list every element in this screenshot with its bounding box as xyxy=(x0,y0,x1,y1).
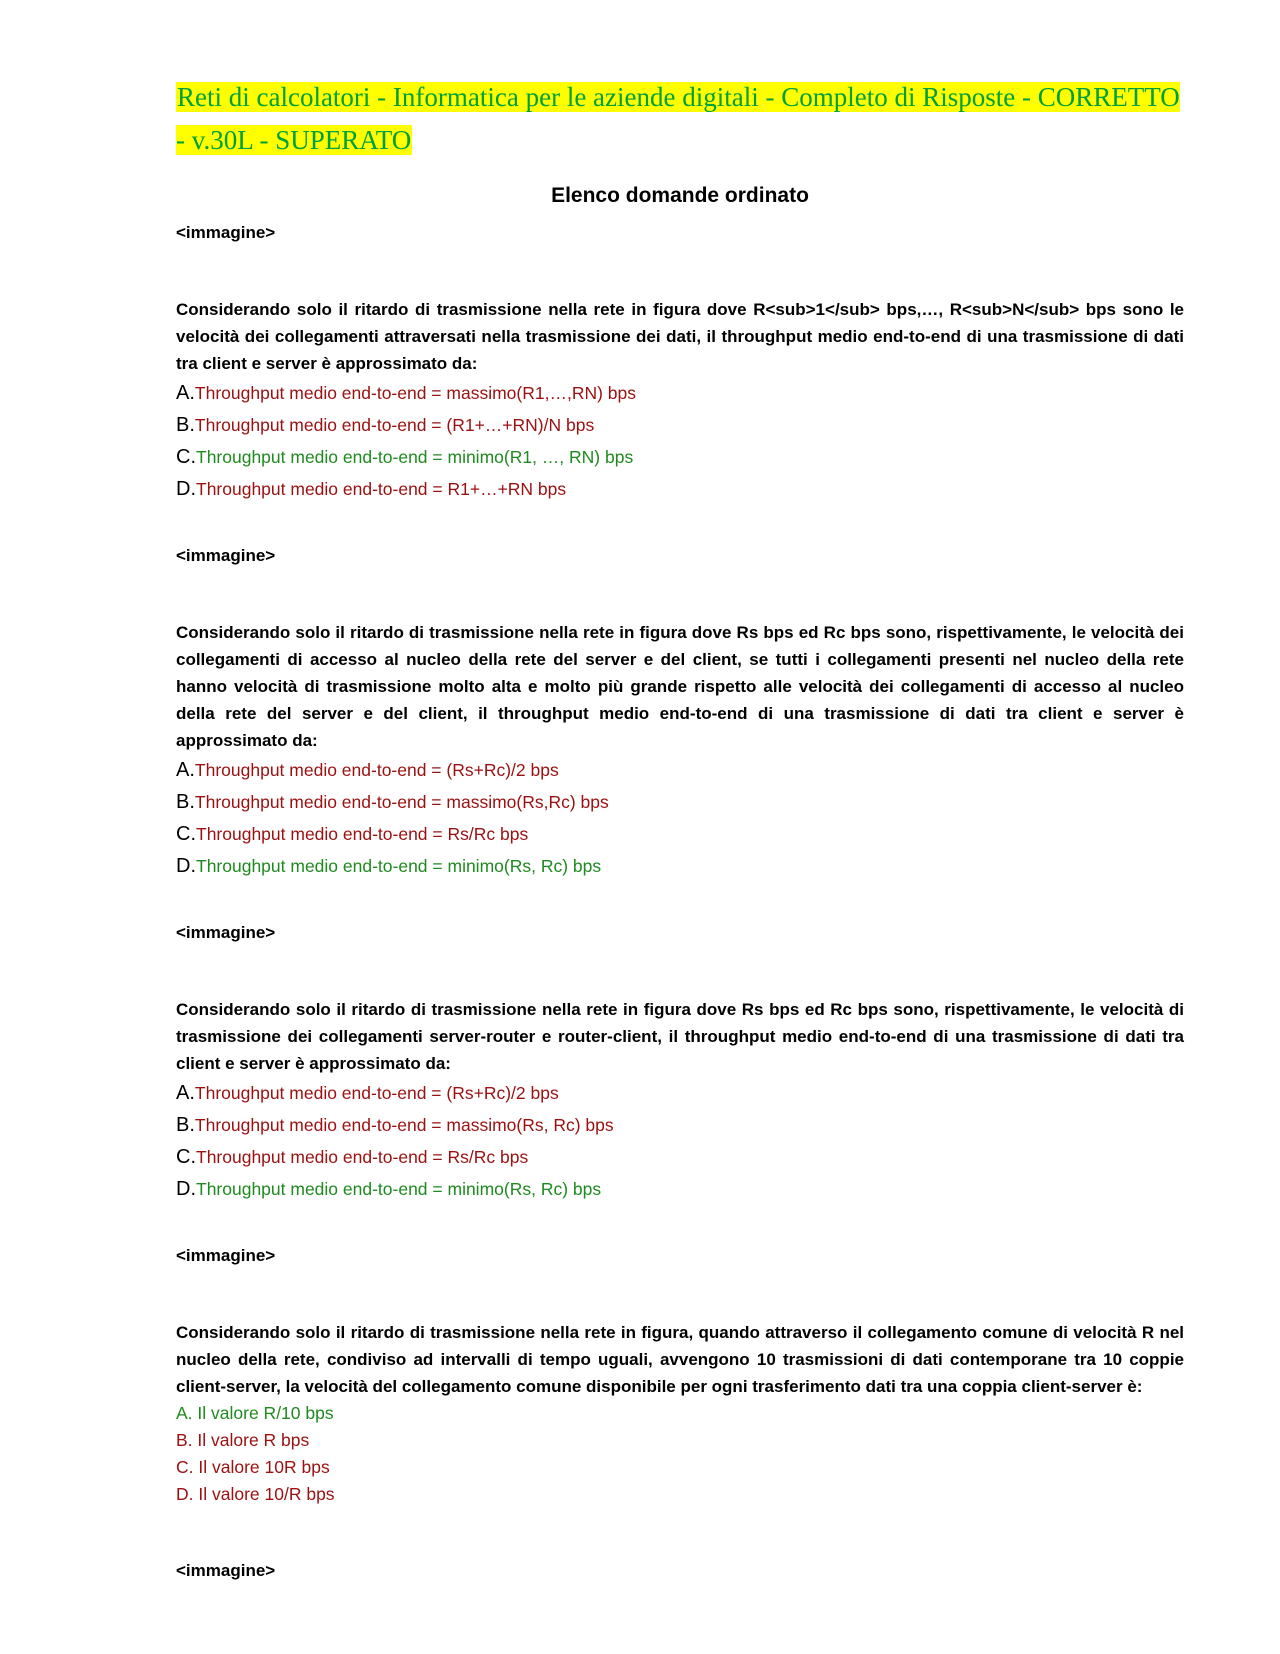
question-block xyxy=(176,1245,1184,1508)
answer-option-correct xyxy=(176,1173,1184,1205)
document-subtitle: Elenco domande ordinato xyxy=(551,184,809,207)
answer-list xyxy=(176,377,1184,505)
question-text: Considerando solo il ritardo di trasmissione nella rete in figura dove Rs bps ed Rc bps sono, rispettivamente, le velocità dei collegamenti di accesso al nucleo della rete del server e del client, se tutti i collegamenti presenti nel nucleo della rete hanno velocità di trasmissione molto alta e molto più grande rispetto alle velocità dei collegamenti di accesso al nucleo della rete del server e del client, il throughput medio end-to-end di una trasmissione di dati tra client e server è approssimato da: xyxy=(176,623,1184,750)
answer-list xyxy=(176,1077,1184,1205)
answer-option xyxy=(176,818,1184,850)
question-text: Considerando solo il ritardo di trasmissione nella rete in figura dove R<sub>1</sub> bps,…, R<sub>N</sub> bps sono le velocità dei collegamenti attraversati nella trasmissione dei dati, il throughput medio end-to-end di una trasmissione di dati tra client e server è approssimato da: xyxy=(176,300,1184,373)
answer-option xyxy=(176,786,1184,818)
answer-option xyxy=(176,1481,1184,1508)
question-text: Considerando solo il ritardo di trasmissione nella rete in figura, quando attraverso il collegamento comune di velocità R nel nucleo della rete, condiviso ad intervalli di tempo uguali, avvengono 10 trasmissioni di dati contemporane tra 10 coppie client-server, la velocità del collegamento comune disponibile per ogni trasferimento dati tra una coppia client-server è: xyxy=(176,1323,1184,1396)
image-placeholder: <immagine> xyxy=(176,1561,276,1580)
image-placeholder: <immagine> xyxy=(176,1246,276,1265)
image-placeholder: <immagine> xyxy=(176,546,276,565)
answer-option xyxy=(176,1077,1184,1109)
answer-text: Il valore R bps xyxy=(197,1430,310,1450)
answer-text: Throughput medio end-to-end = (R1+…+RN)/N bps xyxy=(194,415,595,435)
question-block xyxy=(176,545,1184,882)
answer-letter: C. xyxy=(176,1146,196,1168)
answer-letter: A. xyxy=(176,382,195,404)
answer-option-correct xyxy=(176,441,1184,473)
answer-letter: B. xyxy=(176,1114,195,1136)
answer-text: Throughput medio end-to-end = minimo(Rs, Rc) bps xyxy=(196,856,602,876)
answer-text: Throughput medio end-to-end = (Rs+Rc)/2 bps xyxy=(194,1083,559,1103)
answer-letter: A. xyxy=(176,1403,193,1423)
answer-letter: C. xyxy=(176,1457,194,1477)
answer-text: Throughput medio end-to-end = Rs/Rc bps xyxy=(196,1147,529,1167)
answer-option-correct xyxy=(176,1400,1184,1427)
answer-text: Throughput medio end-to-end = massimo(R1,…,RN) bps xyxy=(194,383,637,403)
answer-letter: B. xyxy=(176,1430,193,1450)
answer-option xyxy=(176,409,1184,441)
answer-list xyxy=(176,754,1184,882)
answer-letter: C. xyxy=(176,446,196,468)
question-text: Considerando solo il ritardo di trasmissione nella rete in figura dove Rs bps ed Rc bps sono, rispettivamente, le velocità di trasmissione dei collegamenti server-router e router-client, il throughput medio end-to-end di una trasmissione di dati tra client e server è approssimato da: xyxy=(176,1000,1184,1073)
title-highlight: Reti di calcolatori - Informatica per le aziende digitali - Completo di Risposte - CORRETTO - v.30L - SUPERATO xyxy=(176,82,1180,155)
answer-option xyxy=(176,377,1184,409)
answer-text: Throughput medio end-to-end = massimo(Rs,Rc) bps xyxy=(194,792,609,812)
answer-text: Throughput medio end-to-end = (Rs+Rc)/2 bps xyxy=(194,760,559,780)
answer-letter: B. xyxy=(176,414,195,436)
document-title xyxy=(176,76,1184,162)
answer-letter: C. xyxy=(176,823,196,845)
image-placeholder: <immagine> xyxy=(176,923,276,942)
answer-option xyxy=(176,473,1184,505)
image-placeholder: <immagine> xyxy=(176,223,276,242)
answer-letter: A. xyxy=(176,759,195,781)
answer-option xyxy=(176,1109,1184,1141)
answer-text: Throughput medio end-to-end = massimo(Rs, Rc) bps xyxy=(194,1115,614,1135)
answer-option xyxy=(176,754,1184,786)
question-block xyxy=(176,1560,1184,1582)
answer-list xyxy=(176,1400,1184,1508)
answer-letter: B. xyxy=(176,791,195,813)
answer-letter: D. xyxy=(176,1178,196,1200)
answer-text: Il valore R/10 bps xyxy=(197,1403,334,1423)
answer-option xyxy=(176,1141,1184,1173)
answer-letter: A. xyxy=(176,1082,195,1104)
answer-text: Il valore 10R bps xyxy=(198,1457,330,1477)
answer-letter: D. xyxy=(176,1484,194,1504)
answer-option-correct xyxy=(176,850,1184,882)
answer-option xyxy=(176,1454,1184,1481)
answer-option xyxy=(176,1427,1184,1454)
answer-letter: D. xyxy=(176,478,196,500)
answer-text: Throughput medio end-to-end = Rs/Rc bps xyxy=(196,824,529,844)
answer-text: Throughput medio end-to-end = minimo(R1, …, RN) bps xyxy=(196,447,634,467)
answer-text: Il valore 10/R bps xyxy=(198,1484,335,1504)
answer-text: Throughput medio end-to-end = minimo(Rs, Rc) bps xyxy=(196,1179,602,1199)
question-block xyxy=(176,922,1184,1205)
answer-letter: D. xyxy=(176,855,196,877)
question-block xyxy=(176,222,1184,505)
answer-text: Throughput medio end-to-end = R1+…+RN bps xyxy=(196,479,567,499)
